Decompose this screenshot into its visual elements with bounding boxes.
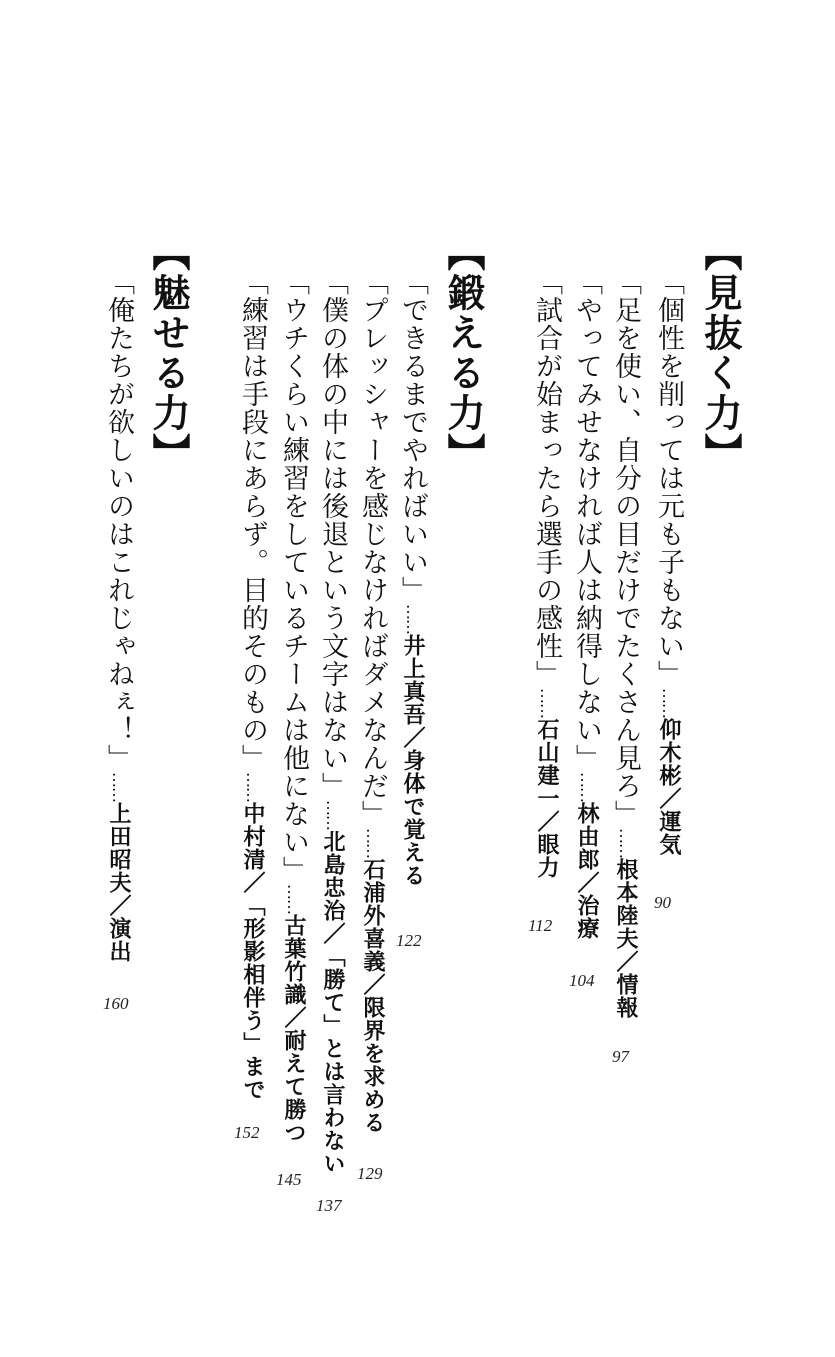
section-heading-miseru: 【魅せる力】 — [146, 233, 191, 473]
entry-quote: 「ウチくらい練習をしているチームは他にない」 — [278, 268, 309, 884]
entry-page-number: 112 — [528, 916, 553, 935]
entry-quote: 「やってみせなければ人は納得しない」 — [571, 268, 602, 772]
entry-quote: 「俺たちが欲しいのはこれじゃねぇ！」 — [103, 268, 134, 772]
toc-entry[interactable] — [236, 268, 266, 1101]
entry-page-number: 145 — [276, 1170, 302, 1189]
entry-page-number: 104 — [569, 971, 595, 990]
toc-entry[interactable] — [102, 268, 132, 963]
entry-leader: …… — [323, 800, 342, 830]
entry-page-number: 160 — [103, 994, 129, 1013]
entry-leader: …… — [616, 828, 635, 858]
entry-page-number: 152 — [234, 1123, 260, 1142]
entry-author-topic: 根本陸夫／情報 — [613, 858, 638, 1019]
entry-page-number: 122 — [396, 931, 422, 950]
entry-quote: 「僕の体の中には後退という文字はない」 — [317, 268, 348, 800]
entry-quote: 「プレッシャーを感じなければダメなんだ」 — [357, 268, 388, 828]
entry-page-number: 137 — [316, 1196, 342, 1215]
entry-leader: …… — [109, 772, 128, 802]
entry-leader: …… — [659, 688, 678, 718]
toc-entry[interactable] — [356, 268, 386, 1134]
entry-quote: 「足を使い、自分の目だけでたくさん見ろ」 — [610, 268, 641, 828]
entry-author-topic: 中村清／「形影相伴う」まで — [240, 802, 265, 1101]
entry-quote: 「練習は手段にあらず。目的そのもの」 — [237, 268, 268, 772]
entry-leader: …… — [537, 688, 556, 718]
toc-entry[interactable] — [277, 268, 307, 1144]
entry-leader: …… — [284, 884, 303, 914]
entry-quote: 「試合が始まったら選手の感性」 — [531, 268, 562, 688]
entry-leader: …… — [363, 828, 382, 858]
entry-author-topic: 井上真吾／身体で覚える — [400, 634, 425, 887]
toc-entry[interactable] — [609, 268, 639, 1019]
entry-page-number: 129 — [357, 1164, 383, 1183]
toc-entry[interactable] — [316, 268, 346, 1175]
entry-author-topic: 石山建一／眼力 — [534, 718, 559, 879]
entry-leader: …… — [577, 772, 596, 802]
toc-entry[interactable] — [396, 268, 426, 887]
entry-author-topic: 石浦外喜義／限界を求める — [360, 858, 385, 1134]
entry-author-topic: 古葉竹識／耐えて勝つ — [281, 914, 306, 1144]
entry-page-number: 97 — [612, 1047, 629, 1066]
section-heading-mienuku: 【見抜く力】 — [698, 233, 743, 473]
entry-author-topic: 上田昭夫／演出 — [106, 802, 131, 963]
entry-page-number: 90 — [654, 893, 671, 912]
entry-quote: 「個性を削っては元も子もない」 — [653, 268, 684, 688]
entry-author-topic: 北島忠治／「勝て」とは言わない — [320, 830, 345, 1175]
entry-quote: 「できるまでやればいい」 — [397, 268, 428, 604]
toc-entry[interactable] — [530, 268, 560, 879]
section-heading-kitaeru: 【鍛える力】 — [441, 233, 486, 473]
entry-leader: …… — [243, 772, 262, 802]
toc-entry[interactable] — [652, 268, 682, 856]
entry-leader: …… — [403, 604, 422, 634]
entry-author-topic: 林由郎／治療 — [574, 802, 599, 940]
toc-entry[interactable] — [570, 268, 600, 940]
entry-author-topic: 仰木彬／運気 — [656, 718, 681, 856]
